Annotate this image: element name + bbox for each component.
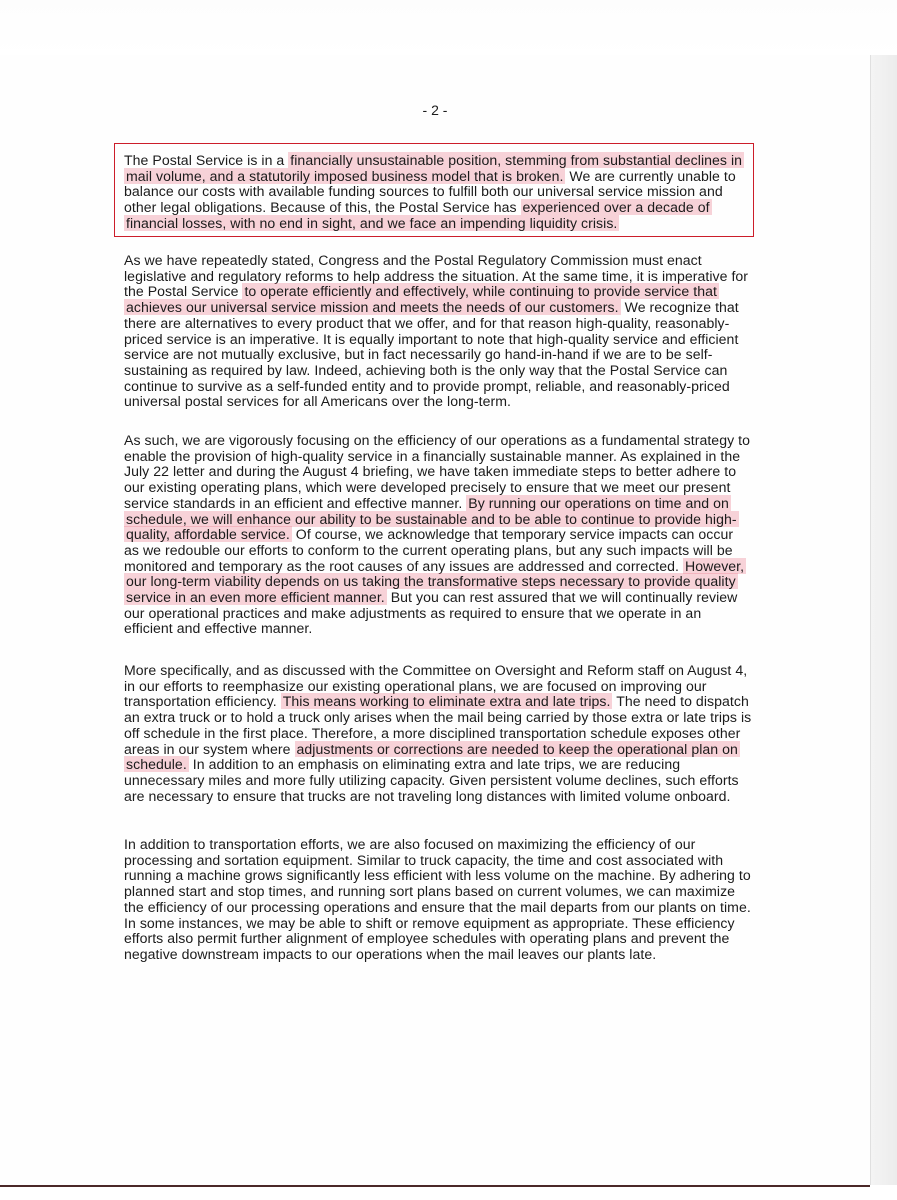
paragraph-1 [124, 153, 752, 232]
paragraph-3 [124, 433, 752, 637]
highlighted-text: This means working to eliminate extra and late trips. [282, 693, 611, 710]
paragraph-2-text: We recognize that there are alternatives to every product that we offer, and for that reason high-quality, reasonably-priced service is an imperative. It is equally important to note that high-quality service and efficient service are not mutually exclusive, but in fact necessarily go hand-in-hand if we are to be self-sustaining as required by law. Indeed, achieving both is the only way that the Postal Service can continue to survive as a self-funded entity and to provide prompt, reliable, and reasonably-priced universal postal services for all Americans over the long-term. [124, 299, 739, 410]
paragraph-4-text: The need to dispatch an extra truck or to hold a truck only arises when the mail being carried by those extra or late trips is off schedule in the first place. Therefore, a more disciplined transportation schedule exposes other areas in our system where [124, 693, 752, 757]
paragraph-1-text: The Postal Service is in a [124, 152, 289, 168]
highlighted-text: experienced over a decade of financial losses, with no end in sight, and we face an impending liquidity crisis. [126, 199, 710, 231]
highlighted-text: adjustments or corrections are needed to keep the operational plan on schedule. [126, 740, 738, 773]
paragraph-5-text: In addition to transportation efforts, we are also focused on maximizing the efficiency of our processing and sortation equipment. Similar to truck capacity, the time and cost associated with running a machine grows significantly less efficient with less volume on the machine. By adhering to planned start and stop times, and running sort plans based on current volumes, we can maximize the efficiency of our processing operations and ensure that the mail departs from our plants on time. In some instances, we may be able to shift or remove equipment as appropriate. These efficiency efforts also permit further alignment of employee schedules with operating plans and prevent the negative downstream impacts to our operations when the mail leaves our plants late. [124, 836, 751, 962]
paragraph-2 [124, 253, 752, 410]
highlighted-text: to operate efficiently and effectively, while continuing to provide service that achieves our universal service mission and meets the needs of our customers. [126, 283, 717, 316]
paragraph-1-text: We are currently unable to balance our costs with available funding sources to fulfill both our universal service mission and other legal obligations. Because of this, the Postal Service has [124, 167, 736, 216]
highlighted-text: By running our operations on time and on schedule, we will enhance our ability to be sustainable and to be able to continue to provide high-quality, affordable service. [126, 494, 737, 543]
paragraph-4-text: In addition to an emphasis on eliminating extra and late trips, we are reducing unnecessary miles and more fully utilizing capacity. Given persistent volume declines, such efforts are necessary to ensure that trucks are not traveling long distances with limited volume onboard. [124, 756, 739, 804]
paragraph-4-text: More specifically, and as discussed with the Committee on Oversight and Reform staff on August 4, in our efforts to reemphasize our existing operational plans, we are focused on improving our transportation efficiency. [124, 662, 748, 710]
paragraph-3-text: But you can rest assured that we will continually review our operational practices and make adjustments as required to ensure that we operate in an efficient and effective manner. [124, 589, 738, 637]
highlighted-text: However, our long-term viability depends on us taking the transformative steps necessary to provide quality service in an even more efficient manner. [126, 557, 745, 606]
page-bottom-rule [0, 1185, 870, 1187]
scan-top-margin [0, 0, 897, 58]
paragraph-2-text: As we have repeatedly stated, Congress and the Postal Regulatory Commission must enact legislative and regulatory reforms to help address the situation. At the same time, it is imperative for the Postal Service [124, 252, 749, 300]
page-number: - 2 - [422, 102, 448, 118]
paragraph-3-text: Of course, we acknowledge that temporary service impacts can occur as we redouble our efforts to conform to the current operating plans, but any such impacts will be monitored and temporary as the root causes of any issues are addressed and corrected. [124, 526, 734, 574]
paragraph-4 [124, 663, 752, 804]
paragraph-3-text: As such, we are vigorously focusing on the efficiency of our operations as a fundamental strategy to enable the provision of high-quality service in a financially sustainable manner. As explained in the July 22 letter and during the August 4 briefing, we have taken immediate steps to better adhere to our existing operating plans, which were developed precisely to ensure that we meet our present service standards in an efficient and effective manner. [124, 432, 750, 511]
highlighted-text: financially unsustainable position, stemming from substantial declines in mail volume, and a statutorily imposed business model that is broken. [126, 152, 743, 184]
document-page [0, 55, 870, 1185]
paragraph-5 [124, 837, 752, 963]
scan-right-edge [870, 55, 897, 1185]
